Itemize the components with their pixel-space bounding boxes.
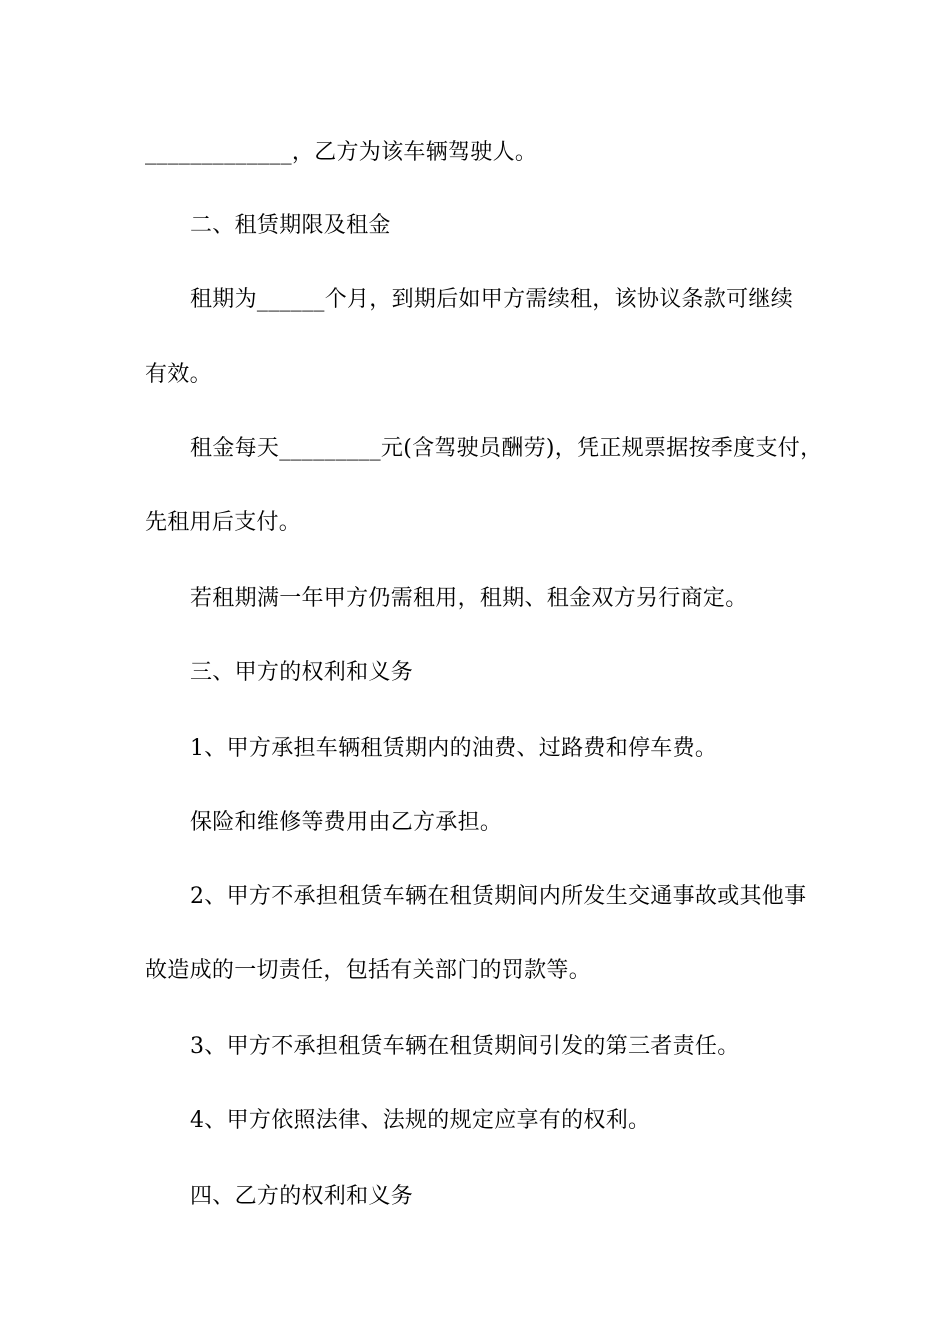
renewal-clause: 若租期满一年甲方仍需租用，租期、租金双方另行商定。 xyxy=(190,586,748,611)
section-heading-party-b: 四、乙方的权利和义务 xyxy=(190,1184,414,1209)
lease-term-line: 租期为______个月，到期后如甲方需续租，该协议条款可继续 xyxy=(190,287,794,312)
party-a-clause-1-continuation: 保险和维修等费用由乙方承担。 xyxy=(190,810,503,835)
lease-term-continuation: 有效。 xyxy=(145,362,212,387)
daily-rent-continuation: 先租用后支付。 xyxy=(145,510,302,535)
clause-driver-line: _____________，乙方为该车辆驾驶人。 xyxy=(145,140,538,165)
party-a-clause-3: 3、甲方不承担租赁车辆在租赁期间引发的第三者责任。 xyxy=(190,1034,740,1059)
party-a-clause-2: 2、甲方不承担租赁车辆在租赁期间内所发生交通事故或其他事 xyxy=(190,884,807,909)
party-a-clause-2-continuation: 故造成的一切责任，包括有关部门的罚款等。 xyxy=(145,958,592,983)
party-a-clause-4: 4、甲方依照法律、法规的规定应享有的权利。 xyxy=(190,1108,651,1133)
section-heading-term-rent: 二、租赁期限及租金 xyxy=(190,213,391,238)
daily-rent-line: 租金每天_________元(含驾驶员酬劳)，凭正规票据按季度支付， xyxy=(190,436,823,461)
section-heading-party-a: 三、甲方的权利和义务 xyxy=(190,660,414,685)
party-a-clause-1: 1、甲方承担车辆租赁期内的油费、过路费和停车费。 xyxy=(190,736,718,761)
